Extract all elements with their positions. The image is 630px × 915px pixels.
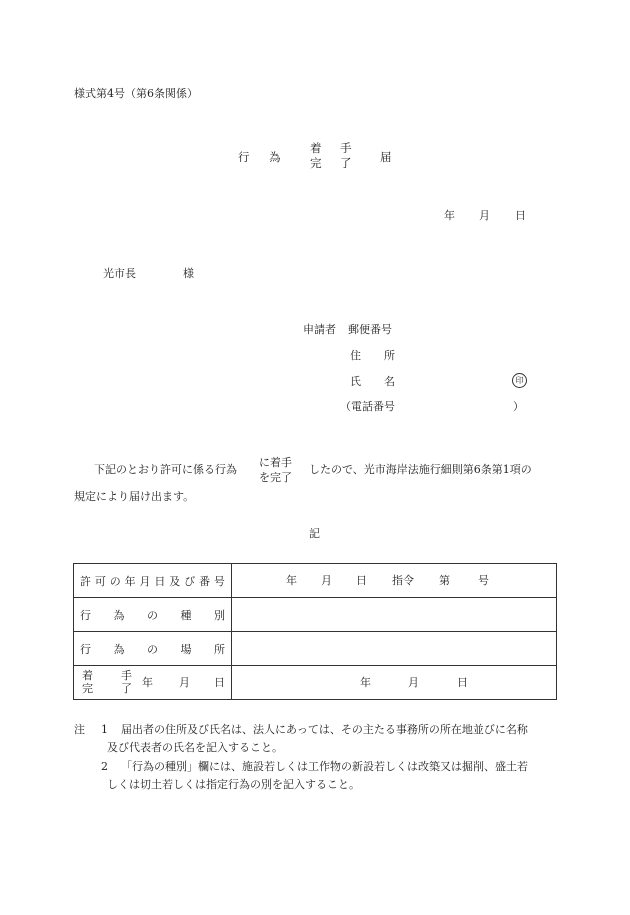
title-char: 為 (269, 150, 281, 164)
statement-pre: 下記のとおり許可に係る行為 (94, 463, 237, 476)
applicant-label: 申請者 (303, 323, 336, 336)
title-char: 行 (238, 150, 250, 164)
note-text: 届出者の住所及び氏名は、法人にあっては、その主たる事務所の所在地並びに名称 (121, 723, 528, 736)
note-text: しくは切土若しくは指定行為の別を記入すること。 (107, 778, 360, 791)
table-row (74, 632, 557, 666)
title-option-char: 手 (340, 141, 352, 155)
title-option-char: 了 (340, 156, 352, 170)
addressee-honorific: 様 (183, 267, 194, 280)
title-option-char: 着 (310, 141, 322, 155)
table-row (74, 598, 557, 632)
note-text: 「行為の種別」欄には、施設若しくは工作物の新設若しくは改築又は掘削、盛土若 (121, 760, 528, 773)
seal-icon: 印 (512, 373, 527, 388)
title-char: 届 (380, 150, 392, 164)
permit-date-number-value[interactable]: 年 月 日 指令 第 号 (232, 564, 557, 598)
title-option-char: 完 (310, 156, 322, 170)
addressee-name: 光市長 (103, 267, 136, 280)
ki-heading: 記 (309, 527, 320, 540)
phone-label: （電話番号 (340, 400, 395, 413)
note-text: 及び代表者の氏名を記入すること。 (107, 741, 283, 754)
date-year: 年 (444, 209, 455, 222)
table-row (74, 564, 557, 598)
name-label-char: 名 (384, 375, 395, 388)
statement-option-bottom: を完了 (259, 471, 292, 484)
postal-code-label: 郵便番号 (348, 323, 392, 336)
address-label-char: 住 (350, 349, 361, 362)
name-label-char: 氏 (350, 375, 361, 388)
statement-line2: 規定により届け出ます。 (74, 490, 195, 503)
note-number: 2 (101, 760, 108, 773)
note-number: 1 (101, 723, 108, 736)
table-row (74, 666, 557, 700)
start-complete-date-value[interactable]: 年 月 日 (232, 666, 557, 700)
act-type-value[interactable] (232, 598, 557, 632)
act-location-label: 行 為 の 場 所 (74, 632, 232, 666)
act-type-label: 行 為 の 種 別 (74, 598, 232, 632)
address-label-char: 所 (384, 349, 395, 362)
start-complete-date-label: 着 手 完 了 年 月 日 (74, 666, 232, 700)
permit-date-number-label: 許 可 の 年 月 日 及 び 番 号 (74, 564, 232, 598)
act-location-value[interactable] (232, 632, 557, 666)
date-month: 月 (479, 209, 490, 222)
phone-close: ） (513, 400, 524, 413)
statement-option-top: に着手 (259, 456, 292, 469)
date-day: 日 (515, 209, 526, 222)
notes-prefix: 注 (74, 723, 85, 736)
statement-post: したので、光市海岸法施行細則第6条第1項の (309, 463, 532, 476)
form-number: 様式第4号（第6条関係） (74, 87, 198, 100)
details-table (73, 563, 557, 700)
